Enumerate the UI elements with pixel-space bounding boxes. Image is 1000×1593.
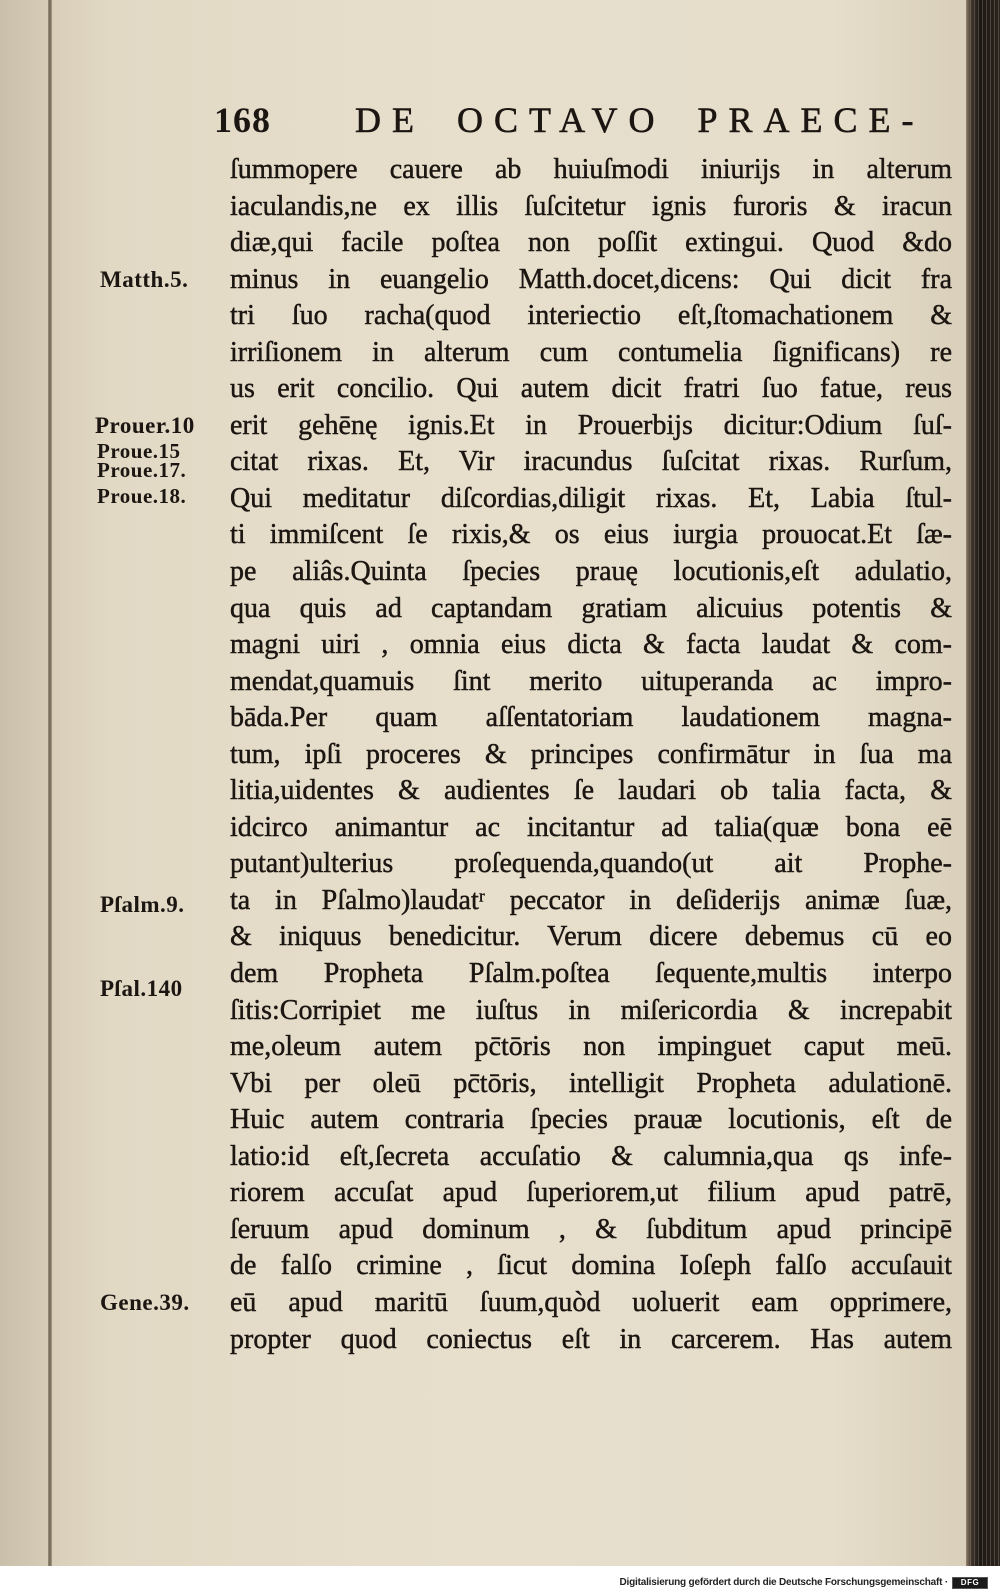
text-line: litia,uidentes & audientes ſe laudari ob talia facta, & bbox=[230, 775, 952, 807]
text-line: magni uiri , omnia eius dicta & facta laudat & com- bbox=[230, 629, 952, 661]
text-line: ti immiſcent ſe rixis,& os eius iurgia prouocat.Et ſæ- bbox=[230, 519, 952, 551]
text-line: dem Propheta Pſalm.poſtea ſequente,multis interpo bbox=[230, 958, 952, 990]
margin-note-genesis-39: Gene.39. bbox=[100, 1290, 190, 1315]
text-line: eū apud maritū ſuum,quòd uoluerit eam opprimere, bbox=[230, 1286, 952, 1318]
text-line: Huic autem contraria ſpecies prauæ locutionis, eſt de bbox=[230, 1104, 952, 1136]
text-line: citat rixas. Et, Vir iracundus ſuſcitat rixas. Rurſum, bbox=[230, 446, 952, 478]
text-line: tum, ipſi proceres & principes confirmātur in ſua ma bbox=[230, 738, 952, 770]
text-line: idcirco animantur ac incitantur ad talia(quæ bona eē bbox=[230, 811, 952, 843]
margin-note-proverbs-10: Prouer.10 bbox=[95, 413, 195, 438]
margin-note-proverbs-18: Proue.18. bbox=[97, 484, 187, 508]
text-line: qua quis ad captandam gratiam alicuius potentis & bbox=[230, 592, 952, 624]
body-text bbox=[230, 152, 952, 1358]
text-line: me,oleum autem pc̄tōris non impinguet caput meū. bbox=[230, 1031, 952, 1063]
text-line: iaculandis,ne ex illis ſuſcitetur ignis furoris & iracun bbox=[230, 190, 952, 222]
footer-credit: Digitalisierung gefördert durch die Deutsche Forschungsgemeinschaft · bbox=[619, 1577, 948, 1588]
text-line: erit gehēnę ignis.Et in Prouerbijs dicitur:Odium ſuſ- bbox=[230, 409, 952, 441]
text-line: latio:id eſt,ſecreta accuſatio & calumnia,qua qs infe- bbox=[230, 1140, 952, 1172]
margin-note-matthew: Matth.5. bbox=[100, 267, 189, 292]
text-line: ta in Pſalmo)laudatʳ peccator in deſiderijs animæ ſuæ, bbox=[230, 884, 952, 916]
running-head: DE OCTAVO PRAECE- bbox=[355, 100, 925, 140]
text-line: pe aliâs.Quinta ſpecies prauę locutionis,eſt adulatio, bbox=[230, 556, 952, 588]
dfg-logo: DFG bbox=[952, 1577, 988, 1589]
digitization-footer bbox=[0, 1566, 1000, 1593]
book-edge-shadow bbox=[966, 0, 1000, 1566]
text-line: putant)ulterius proſequenda,quando(ut ait Prophe- bbox=[230, 848, 952, 880]
margin-note-proverbs-15: Proue.15 bbox=[97, 439, 181, 463]
text-line: bāda.Per quam aſſentatoriam laudationem magna- bbox=[230, 702, 952, 734]
margin-note-psalm-9: Pſalm.9. bbox=[100, 892, 185, 917]
text-line: de falſo crimine , ſicut domina Ioſeph falſo accuſauit bbox=[230, 1250, 952, 1282]
text-line: diæ,qui facile poſtea non poſſit extingui. Quod &do bbox=[230, 227, 952, 259]
page-number: 168 bbox=[214, 100, 271, 140]
text-line: irriſionem in alterum cum contumelia ſignificans) re bbox=[230, 336, 952, 368]
left-scan-margin bbox=[0, 0, 50, 1566]
text-line: us erit concilio. Qui autem dicit fratri ſuo fatue, reus bbox=[230, 373, 952, 405]
text-line: minus in euangelio Matth.docet,dicens: Qui dicit fra bbox=[230, 263, 952, 295]
text-line: & iniquus benedicitur. Verum dicere debemus cū eo bbox=[230, 921, 952, 953]
text-line: Vbi per oleū pc̄tōris, intelligit Propheta adulationē. bbox=[230, 1067, 952, 1099]
text-line: propter quod coniectus eſt in carcerem. Has autem bbox=[230, 1323, 952, 1355]
text-line: tri ſuo racha(quod interiectio eſt,ſtomachationem & bbox=[230, 300, 952, 332]
text-line: ſeruum apud dominum , & ſubditum apud principē bbox=[230, 1213, 952, 1245]
margin-note-proverbs-17: Proue.17. bbox=[97, 458, 187, 482]
text-line: Qui meditatur diſcordias,diligit rixas. Et, Labia ſtul- bbox=[230, 482, 952, 514]
margin-note-psalm-140: Pſal.140 bbox=[100, 976, 183, 1001]
text-line: ſummopere cauere ab huiuſmodi iniurijs in alterum bbox=[230, 154, 952, 185]
text-line: riorem accuſat apud ſuperiorem,ut filium apud patrē, bbox=[230, 1177, 952, 1209]
text-line: ſitis:Corripiet me iuſtus in miſericordia & increpabit bbox=[230, 994, 952, 1026]
text-line: mendat,quamuis ſint merito uituperanda ac impro- bbox=[230, 665, 952, 697]
